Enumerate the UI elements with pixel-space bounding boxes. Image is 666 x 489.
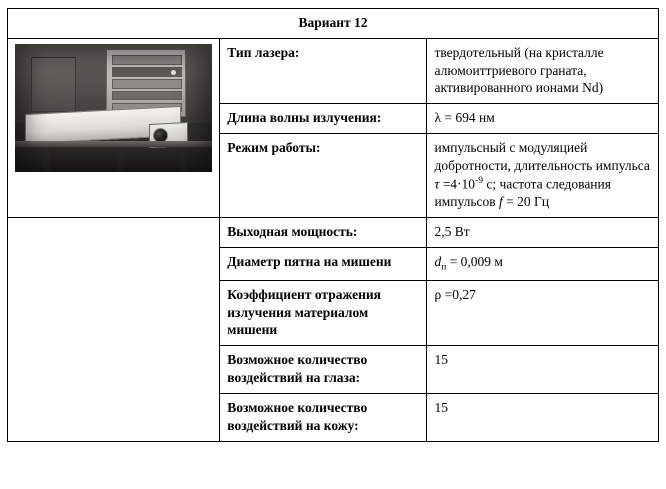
param-value-output-power: 2,5 Вт [427, 217, 659, 247]
specification-table [7, 8, 659, 442]
mode-exponent: -9 [475, 175, 483, 186]
param-value-operating-mode [427, 134, 659, 218]
param-value-eye-exposures: 15 [427, 346, 659, 394]
mode-text-1: импульсный с модуляцией добротности, длительность импульса [434, 140, 650, 173]
laser-installation-photo [15, 44, 212, 172]
mode-text-3: с; частота следования импульсов [434, 176, 611, 209]
param-label-operating-mode: Режим работы: [220, 134, 427, 218]
page-title: Вариант 12 [8, 9, 659, 39]
laser-photo-cell [8, 38, 220, 217]
mode-text-2: =4·10 [439, 176, 476, 192]
mode-symbol-tau: τ [434, 176, 440, 192]
spot-symbol-d: d [434, 253, 442, 269]
empty-image-column-filler [8, 217, 220, 441]
param-value-wavelength: λ = 694 нм [427, 104, 659, 134]
table-row [8, 38, 659, 103]
spot-value-rest: = 0,009 м [446, 253, 503, 269]
param-label-eye-exposures: Возможное количество воздействий на глаза: [220, 346, 427, 394]
param-label-laser-type: Тип лазера: [220, 38, 427, 103]
table-row [8, 217, 659, 247]
mode-text-4: = 20 Гц [502, 194, 550, 209]
param-label-spot-diameter: Диаметр пятна на мишени [220, 247, 427, 280]
param-value-spot-diameter [427, 247, 659, 280]
photo-vignette [15, 44, 212, 172]
param-value-laser-type: твердотельный (на кристалле алюмоиттриевого граната, активированного ионами Nd) [427, 38, 659, 103]
param-value-reflection-coefficient: ρ =0,27 [427, 280, 659, 345]
param-label-output-power: Выходная мощность: [220, 217, 427, 247]
param-value-skin-exposures: 15 [427, 393, 659, 441]
param-label-reflection-coefficient: Коэффициент отражения излучения материалом мишени [220, 280, 427, 345]
table-title-row [8, 9, 659, 39]
spot-subscript: п [441, 262, 447, 273]
document-page [0, 8, 666, 489]
param-label-skin-exposures: Возможное количество воздействий на кожу: [220, 393, 427, 441]
mode-symbol-f: f [499, 194, 503, 209]
param-label-wavelength: Длина волны излучения: [220, 104, 427, 134]
